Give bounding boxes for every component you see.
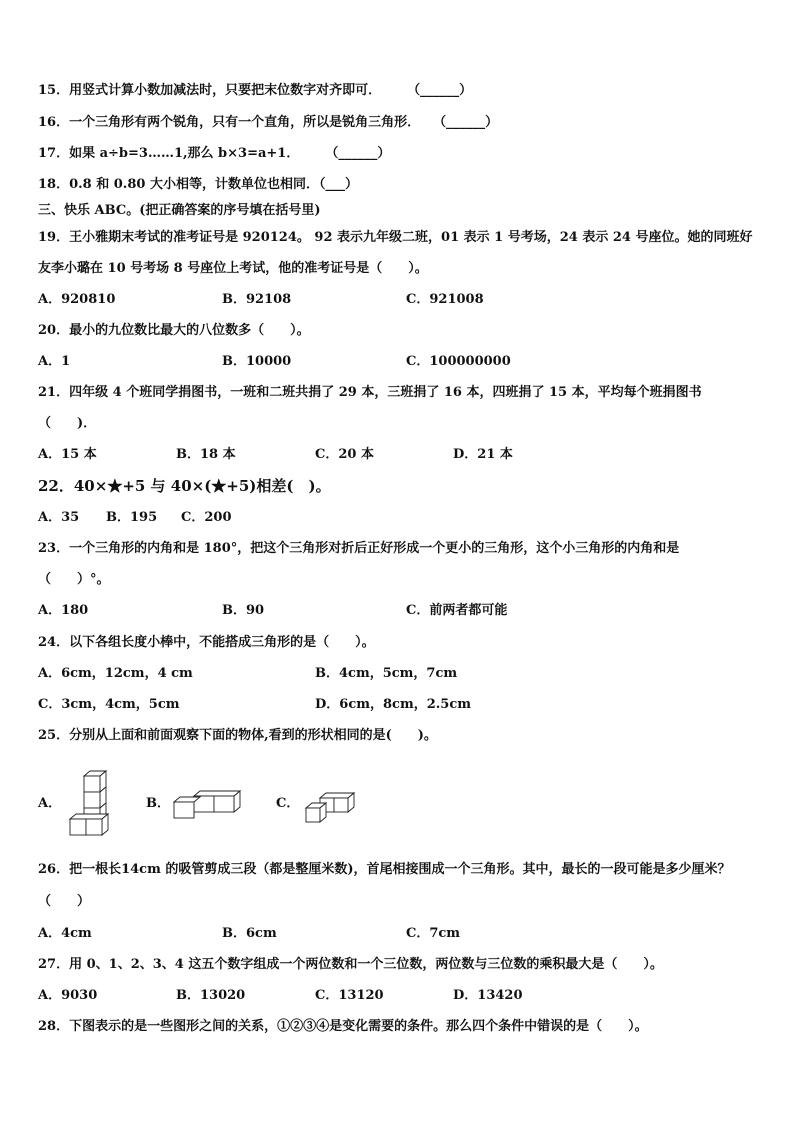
- question-23-line2: （ ）°。: [38, 572, 110, 587]
- cube-figure-a: [66, 770, 114, 842]
- question-21-line2: （ )．: [38, 416, 97, 431]
- cube-figure-c: [302, 792, 358, 826]
- q19-option-a: A．920810: [38, 292, 116, 307]
- q21-option-c: C．20 本: [315, 447, 374, 462]
- question-26-line2: （ ）: [38, 894, 91, 909]
- q19-option-b: B．92108: [222, 292, 292, 307]
- question-19-line2: 友李小璐在 10 号考场 8 号座位上考试，他的准考证号是（ ）。: [38, 261, 428, 276]
- question-27: 27．用 0、1、2、3、4 这五个数字组成一个两位数和一个三位数，两位数与三位数的乘积最大是（ ）。: [38, 957, 663, 972]
- q23-option-a: A．180: [38, 603, 89, 618]
- q24-option-c: C．3cm，4cm，5cm: [38, 697, 180, 712]
- q24-option-d: D．6cm，8cm，2.5cm: [315, 697, 471, 712]
- question-17: 17．如果 a÷b=3……1,那么 b×3=a+1． （______）: [38, 146, 391, 161]
- q19-option-c: C．921008: [406, 292, 484, 307]
- question-26-line1: 26．把一根长14cm 的吸管剪成三段（都是整厘米数)，首尾相接围成一个三角形。其中，最长的一段可能是多少厘米？: [38, 862, 731, 877]
- q26-option-c: C．7cm: [406, 926, 461, 941]
- question-28: 28．下图表示的是一些图形之间的关系，①②③④是变化需要的条件。那么四个条件中错误的是（ ）。: [38, 1019, 648, 1034]
- q23-option-b: B．90: [222, 603, 265, 618]
- question-19-line1: 19．王小雅期末考试的准考证号是 920124。 92 表示九年级二班，01 表示 1 号考场，24 表示 24 号座位。她的同班好: [38, 230, 753, 245]
- question-20: 20．最小的九位数比最大的八位数多（ ）。: [38, 323, 310, 338]
- q25-option-c: C．: [276, 796, 300, 811]
- q27-option-b: B．13020: [176, 988, 246, 1003]
- q22-option-b: B．195: [106, 510, 158, 525]
- q25-option-b: B．: [146, 796, 170, 811]
- q20-option-a: A．1: [38, 354, 71, 369]
- q27-option-c: C．13120: [315, 988, 384, 1003]
- q27-option-d: D．13420: [453, 988, 523, 1003]
- q21-option-d: D．21 本: [453, 447, 513, 462]
- cube-figure-b: [172, 788, 244, 824]
- question-22: 22．40×★+5 与 40×(★+5)相差( )。: [38, 477, 331, 495]
- q22-option-c: C．200: [181, 510, 232, 525]
- question-18: 18．0.8 和 0.80 大小相等，计数单位也相同．（___）: [38, 177, 358, 192]
- q20-option-b: B．10000: [222, 354, 292, 369]
- q26-option-a: A．4cm: [38, 926, 92, 941]
- q20-option-c: C．100000000: [406, 354, 511, 369]
- q21-option-b: B．18 本: [176, 447, 236, 462]
- question-15: 15．用竖式计算小数加减法时，只要把末位数字对齐即可． （______）: [38, 83, 473, 98]
- question-24: 24．以下各组长度小棒中，不能搭成三角形的是（ ）。: [38, 635, 375, 650]
- question-21-line1: 21．四年级 4 个班同学捐图书，一班和二班共捐了 29 本，三班捐了 16 本，四班捐了 15 本，平均每个班捐图书: [38, 385, 702, 400]
- question-16: 16．一个三角形有两个锐角，只有一个直角，所以是锐角三角形． （______）: [38, 115, 499, 130]
- q26-option-b: B．6cm: [222, 926, 277, 941]
- q23-option-c: C．前两者都可能: [406, 603, 508, 618]
- question-25: 25．分别从上面和前面观察下面的物体,看到的形状相同的是( )。: [38, 728, 437, 743]
- q24-option-b: B．4cm，5cm，7cm: [315, 666, 458, 681]
- question-23-line1: 23．一个三角形的内角和是 180°，把这个三角形对折后正好形成一个更小的三角形，这个小三角形的内角和是: [38, 541, 680, 556]
- section-heading: 三、快乐 ABC。(把正确答案的序号填在括号里): [38, 203, 321, 218]
- q24-option-a: A．6cm，12cm，4 cm: [38, 666, 193, 681]
- q22-option-a: A．35: [38, 510, 80, 525]
- q21-option-a: A．15 本: [38, 447, 97, 462]
- q27-option-a: A．9030: [38, 988, 98, 1003]
- q25-option-a: A．: [38, 796, 62, 811]
